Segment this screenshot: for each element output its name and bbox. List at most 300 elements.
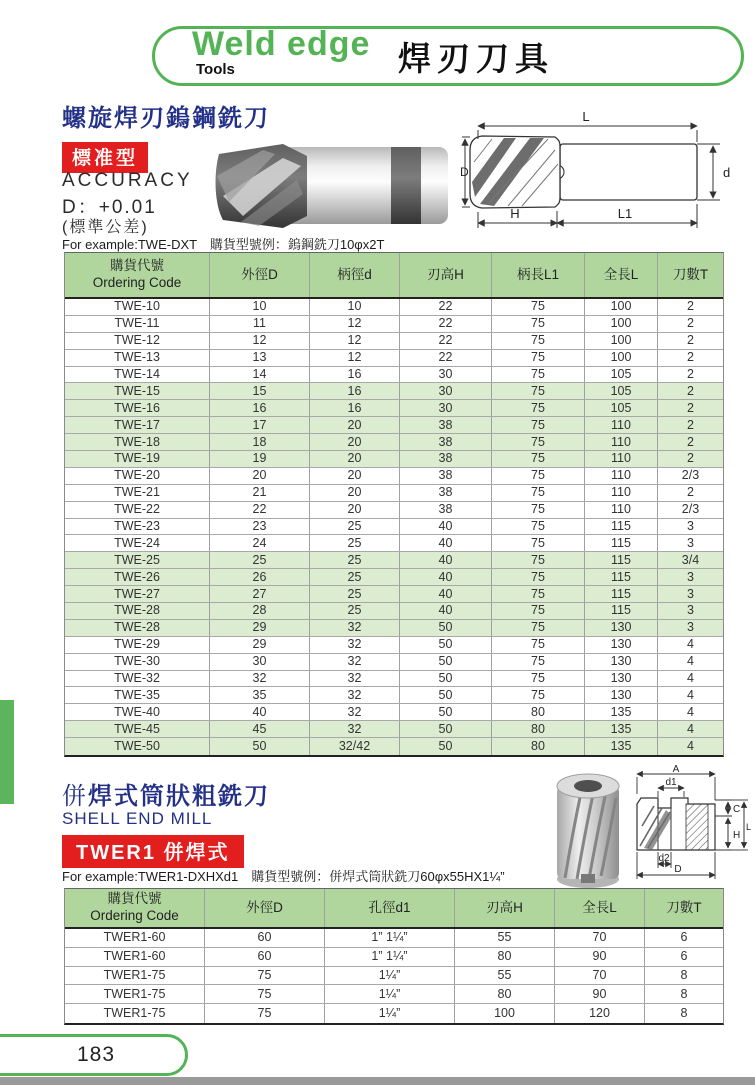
table-cell: 100 bbox=[455, 1004, 555, 1023]
table-cell: 75 bbox=[492, 367, 585, 383]
table-cell: 40 bbox=[400, 552, 492, 568]
table-cell: 8 bbox=[680, 967, 688, 982]
table-cell: 32 bbox=[310, 654, 400, 670]
table-cell: 25 bbox=[310, 603, 400, 619]
table-cell: 25 bbox=[310, 586, 400, 602]
table-row bbox=[65, 485, 723, 502]
table-cell: 12 bbox=[210, 333, 310, 349]
table-cell: 20 bbox=[310, 434, 400, 450]
twer1-badge: TWER1 併焊式 bbox=[62, 835, 244, 868]
table-cell: 38 bbox=[400, 468, 492, 484]
table-cell: 30 bbox=[400, 400, 492, 416]
table-cell: 30 bbox=[210, 654, 310, 670]
table-cell: 29 bbox=[210, 620, 310, 636]
table-row bbox=[65, 586, 723, 603]
table-cell: 75 bbox=[492, 468, 585, 484]
table-cell: 75 bbox=[492, 671, 585, 687]
table-row bbox=[65, 383, 723, 400]
table-cell: 2 bbox=[687, 350, 694, 365]
table-cell: 80 bbox=[492, 738, 585, 755]
table-row bbox=[65, 468, 723, 485]
table-cell: 23 bbox=[210, 519, 310, 535]
table-cell: 130 bbox=[585, 671, 658, 687]
table-cell: 16 bbox=[210, 400, 310, 416]
table-cell: 40 bbox=[400, 586, 492, 602]
table-cell: 27 bbox=[210, 586, 310, 602]
table-cell: 2/3 bbox=[681, 468, 700, 483]
table-cell: 4 bbox=[687, 739, 694, 754]
table-cell: TWE-23 bbox=[65, 519, 210, 535]
table-cell: TWE-30 bbox=[65, 654, 210, 670]
table-cell: 2 bbox=[687, 451, 694, 466]
table-cell: TWE-27 bbox=[65, 586, 210, 602]
table-cell: TWE-11 bbox=[65, 316, 210, 332]
table-cell: 130 bbox=[585, 687, 658, 703]
table-cell: 75 bbox=[492, 586, 585, 602]
table-cell: 18 bbox=[210, 434, 310, 450]
table-cell: 110 bbox=[585, 485, 658, 501]
table-cell: 50 bbox=[400, 620, 492, 636]
dim-label-H: H bbox=[510, 206, 520, 221]
table-cell: 75 bbox=[492, 400, 585, 416]
table-cell: 100 bbox=[585, 316, 658, 332]
table-cell: 12 bbox=[310, 350, 400, 366]
table-cell: 32 bbox=[310, 637, 400, 653]
table-cell: 20 bbox=[310, 417, 400, 433]
table-row bbox=[65, 1004, 723, 1023]
table-cell: 22 bbox=[400, 299, 492, 315]
table-cell: 16 bbox=[310, 383, 400, 399]
table-cell: 75 bbox=[492, 502, 585, 518]
column-header: 柄徑d bbox=[310, 253, 400, 297]
table-row bbox=[65, 721, 723, 738]
table-cell: 22 bbox=[210, 502, 310, 518]
table-cell: 20 bbox=[310, 451, 400, 467]
table-cell: 25 bbox=[310, 569, 400, 585]
table-cell: 32/42 bbox=[310, 738, 400, 755]
table-cell: 2 bbox=[687, 417, 694, 432]
table-cell: 38 bbox=[400, 434, 492, 450]
ordering-example-2: For example:TWER1-DXHXd1 購貨型號例：併焊式筒狀銑刀60φx55HX1¼” bbox=[62, 869, 505, 884]
table-cell: 105 bbox=[585, 383, 658, 399]
table-cell: 20 bbox=[310, 485, 400, 501]
table-cell: 1” 1¼” bbox=[325, 929, 455, 947]
table-cell: 2 bbox=[687, 485, 694, 500]
table-cell: 2 bbox=[687, 299, 694, 314]
column-header: 外徑D bbox=[205, 889, 325, 927]
table-cell: 35 bbox=[210, 687, 310, 703]
table-cell: 28 bbox=[210, 603, 310, 619]
ordering-example-1: For example:TWE-DXT 購貨型號例：鎢鋼銑刀10φx2T bbox=[62, 237, 385, 252]
table-cell: 100 bbox=[585, 299, 658, 315]
table-cell: 75 bbox=[492, 654, 585, 670]
table-cell: 1¼” bbox=[325, 985, 455, 1003]
table-cell: TWE-21 bbox=[65, 485, 210, 501]
table-cell: 21 bbox=[210, 485, 310, 501]
table-cell: TWE-19 bbox=[65, 451, 210, 467]
table-row bbox=[65, 620, 723, 637]
dim-label-d: d bbox=[723, 165, 731, 180]
dim-label-D2: D bbox=[674, 864, 682, 875]
table-cell: 40 bbox=[400, 569, 492, 585]
table-cell: 25 bbox=[310, 535, 400, 551]
table-cell: 1¼” bbox=[325, 1004, 455, 1023]
table-row bbox=[65, 552, 723, 569]
table-cell: 70 bbox=[555, 967, 645, 985]
accuracy-tolerance: D：+0.01 bbox=[62, 197, 157, 218]
table-cell: 70 bbox=[555, 929, 645, 947]
section2-title bbox=[62, 776, 270, 811]
table-cell: 10 bbox=[210, 299, 310, 315]
section1-title: 螺旋焊刃鎢鋼銑刀 bbox=[62, 105, 270, 132]
table-cell: 50 bbox=[400, 687, 492, 703]
dim-label-d2: d2 bbox=[658, 853, 670, 864]
table-cell: TWER1-75 bbox=[65, 967, 205, 985]
table-cell: 135 bbox=[585, 738, 658, 755]
table-cell: 50 bbox=[210, 738, 310, 755]
table-cell: 75 bbox=[492, 451, 585, 467]
table-cell: 90 bbox=[555, 985, 645, 1003]
table-cell: 110 bbox=[585, 417, 658, 433]
table-cell: 30 bbox=[400, 383, 492, 399]
table-cell: 11 bbox=[210, 316, 310, 332]
table-cell: 2/3 bbox=[681, 502, 700, 517]
table-cell: 40 bbox=[400, 535, 492, 551]
table-cell: TWE-18 bbox=[65, 434, 210, 450]
dim-label-H: H bbox=[733, 830, 741, 841]
table-cell: 3 bbox=[687, 620, 694, 635]
table-cell: 75 bbox=[492, 620, 585, 636]
table-cell: 75 bbox=[205, 1004, 325, 1023]
table-cell: 75 bbox=[492, 569, 585, 585]
page-title: 焊刃刀具 bbox=[398, 40, 554, 77]
table-header-row bbox=[65, 889, 723, 929]
dim-label-L: L bbox=[582, 109, 590, 124]
table-row bbox=[65, 519, 723, 536]
table-cell: TWER1-75 bbox=[65, 1004, 205, 1023]
table-cell: 115 bbox=[585, 552, 658, 568]
table-row bbox=[65, 704, 723, 721]
table-cell: 90 bbox=[555, 948, 645, 966]
table-cell: 12 bbox=[310, 333, 400, 349]
table-cell: 29 bbox=[210, 637, 310, 653]
table-cell: 100 bbox=[585, 333, 658, 349]
column-header: 全長L bbox=[555, 889, 645, 927]
dim-label-L1: L1 bbox=[617, 206, 633, 221]
table-cell: 32 bbox=[310, 704, 400, 720]
column-header: 刀數T bbox=[666, 899, 702, 915]
table-cell: 25 bbox=[310, 552, 400, 568]
table-cell: 38 bbox=[400, 451, 492, 467]
table-row bbox=[65, 451, 723, 468]
table-cell: 6 bbox=[680, 930, 688, 945]
table-cell: 75 bbox=[492, 485, 585, 501]
table-cell: 75 bbox=[492, 434, 585, 450]
page-number-pill bbox=[0, 1034, 188, 1076]
table-cell: 3 bbox=[687, 569, 694, 584]
section2-title-rest: 焊式筒狀粗銑刀 bbox=[88, 783, 270, 810]
table-cell: 3/4 bbox=[681, 552, 700, 567]
table-cell: 110 bbox=[585, 451, 658, 467]
table-cell: 26 bbox=[210, 569, 310, 585]
table-cell: TWE-20 bbox=[65, 468, 210, 484]
column-header: 孔徑d1 bbox=[325, 889, 455, 927]
dim-label-L: L bbox=[746, 822, 752, 832]
column-header: 購貨代號 Ordering Code bbox=[65, 253, 210, 297]
table-row bbox=[65, 948, 723, 967]
table-cell: 4 bbox=[687, 687, 694, 702]
table-cell: 115 bbox=[585, 519, 658, 535]
table-cell: 6 bbox=[680, 949, 688, 964]
table-cell: TWE-15 bbox=[65, 383, 210, 399]
table-cell: 32 bbox=[310, 687, 400, 703]
table-cell: 115 bbox=[585, 603, 658, 619]
table-cell: 60 bbox=[205, 948, 325, 966]
standard-type-badge: 標准型 bbox=[62, 142, 148, 173]
table-cell: 8 bbox=[680, 986, 688, 1001]
table-cell: 38 bbox=[400, 417, 492, 433]
table-cell: TWE-13 bbox=[65, 350, 210, 366]
table-cell: TWE-10 bbox=[65, 299, 210, 315]
table-cell: 2 bbox=[687, 316, 694, 331]
table-cell: 75 bbox=[492, 552, 585, 568]
table-row bbox=[65, 985, 723, 1004]
table-cell: TWE-22 bbox=[65, 502, 210, 518]
table-cell: 75 bbox=[492, 535, 585, 551]
table-cell: 32 bbox=[210, 671, 310, 687]
table-cell: 3 bbox=[687, 603, 694, 618]
table-cell: 50 bbox=[400, 738, 492, 755]
table-cell: 4 bbox=[687, 704, 694, 719]
table-cell: 2 bbox=[687, 333, 694, 348]
section2-title-prefix: 併 bbox=[62, 783, 88, 810]
table-cell: TWE-45 bbox=[65, 721, 210, 737]
dim-label-C: C bbox=[733, 804, 741, 815]
table-cell: 135 bbox=[585, 721, 658, 737]
table-cell: 25 bbox=[310, 519, 400, 535]
table-cell: 16 bbox=[310, 367, 400, 383]
table-cell: 38 bbox=[400, 502, 492, 518]
table-cell: TWE-40 bbox=[65, 704, 210, 720]
table-cell: 50 bbox=[400, 704, 492, 720]
table-cell: 110 bbox=[585, 502, 658, 518]
table-header-row bbox=[65, 253, 723, 299]
column-header: 刃高H bbox=[455, 889, 555, 927]
table-cell: TWE-17 bbox=[65, 417, 210, 433]
end-mill-drawing bbox=[460, 106, 755, 238]
table-cell: 110 bbox=[585, 434, 658, 450]
table-row bbox=[65, 929, 723, 948]
table-cell: 2 bbox=[687, 366, 694, 381]
table-cell: 60 bbox=[205, 929, 325, 947]
table-cell: 16 bbox=[310, 400, 400, 416]
table-cell: 115 bbox=[585, 586, 658, 602]
table-cell: 75 bbox=[492, 333, 585, 349]
table-row bbox=[65, 569, 723, 586]
table-cell: 115 bbox=[585, 535, 658, 551]
table-cell: TWE-32 bbox=[65, 671, 210, 687]
table-cell: 130 bbox=[585, 654, 658, 670]
table-cell: 22 bbox=[400, 316, 492, 332]
table-cell: 10 bbox=[310, 299, 400, 315]
table-cell: 50 bbox=[400, 721, 492, 737]
table-cell: 22 bbox=[400, 350, 492, 366]
table-cell: 3 bbox=[687, 518, 694, 533]
brand-name: Weld edge bbox=[192, 25, 371, 63]
table-cell: 3 bbox=[687, 535, 694, 550]
table-cell: 110 bbox=[585, 468, 658, 484]
table-cell: 38 bbox=[400, 485, 492, 501]
table-row bbox=[65, 502, 723, 519]
table-cell: 130 bbox=[585, 637, 658, 653]
table-cell: TWE-12 bbox=[65, 333, 210, 349]
dim-label-d1: d1 bbox=[665, 777, 677, 788]
table-cell: TWER1-60 bbox=[65, 948, 205, 966]
table-cell: 17 bbox=[210, 417, 310, 433]
table-cell: 32 bbox=[310, 671, 400, 687]
twe-spec-table bbox=[64, 252, 724, 757]
table-cell: 75 bbox=[492, 519, 585, 535]
table-row bbox=[65, 967, 723, 986]
table-cell: 50 bbox=[400, 637, 492, 653]
table-cell: TWE-14 bbox=[65, 367, 210, 383]
table-cell: 75 bbox=[492, 603, 585, 619]
table-cell: 32 bbox=[310, 721, 400, 737]
table-cell: 105 bbox=[585, 367, 658, 383]
table-row bbox=[65, 637, 723, 654]
table-cell: TWE-35 bbox=[65, 687, 210, 703]
table-row bbox=[65, 333, 723, 350]
table-cell: 3 bbox=[687, 586, 694, 601]
table-cell: 20 bbox=[310, 468, 400, 484]
table-row bbox=[65, 316, 723, 333]
table-cell: 80 bbox=[492, 721, 585, 737]
table-cell: 19 bbox=[210, 451, 310, 467]
table-cell: 25 bbox=[210, 552, 310, 568]
table-cell: TWE-29 bbox=[65, 637, 210, 653]
table-row bbox=[65, 400, 723, 417]
table-row bbox=[65, 299, 723, 316]
table-cell: 75 bbox=[492, 383, 585, 399]
table-cell: 45 bbox=[210, 721, 310, 737]
table-cell: TWE-24 bbox=[65, 535, 210, 551]
table-row bbox=[65, 738, 723, 755]
table-cell: TWE-16 bbox=[65, 400, 210, 416]
shell-mill-photo bbox=[551, 766, 631, 890]
twer1-spec-table bbox=[64, 888, 724, 1025]
table-cell: TWE-28 bbox=[65, 603, 210, 619]
table-row bbox=[65, 671, 723, 688]
table-cell: 75 bbox=[492, 350, 585, 366]
table-cell: 55 bbox=[455, 967, 555, 985]
table-cell: 22 bbox=[400, 333, 492, 349]
table-cell: 75 bbox=[205, 985, 325, 1003]
table-row bbox=[65, 687, 723, 704]
table-row bbox=[65, 535, 723, 552]
table-cell: 120 bbox=[555, 1004, 645, 1023]
table-cell: 75 bbox=[492, 637, 585, 653]
table-cell: 20 bbox=[210, 468, 310, 484]
table-cell: 50 bbox=[400, 671, 492, 687]
table-cell: 100 bbox=[585, 350, 658, 366]
table-cell: 40 bbox=[400, 603, 492, 619]
table-row bbox=[65, 654, 723, 671]
table-cell: 4 bbox=[687, 637, 694, 652]
table-cell: TWE-50 bbox=[65, 738, 210, 755]
table-row bbox=[65, 350, 723, 367]
table-cell: 75 bbox=[492, 687, 585, 703]
bottom-edge-bar bbox=[0, 1077, 755, 1085]
brand-subtitle: Tools bbox=[196, 61, 235, 78]
table-row bbox=[65, 417, 723, 434]
end-mill-photo bbox=[213, 136, 455, 234]
table-cell: 55 bbox=[455, 929, 555, 947]
table-cell: 40 bbox=[400, 519, 492, 535]
table-cell: 105 bbox=[585, 400, 658, 416]
column-header: 刃高H bbox=[400, 253, 492, 297]
column-header: 柄長L1 bbox=[492, 253, 585, 297]
column-header: 外徑D bbox=[210, 253, 310, 297]
shell-mill-drawing bbox=[628, 764, 752, 886]
table-cell: TWE-25 bbox=[65, 552, 210, 568]
table-cell: 15 bbox=[210, 383, 310, 399]
table-cell: 4 bbox=[687, 654, 694, 669]
dim-label-D: D bbox=[460, 165, 469, 179]
table-cell: TWER1-75 bbox=[65, 985, 205, 1003]
table-cell: 75 bbox=[205, 967, 325, 985]
table-cell: 80 bbox=[492, 704, 585, 720]
table-cell: 2 bbox=[687, 400, 694, 415]
accuracy-note: (標準公差) bbox=[62, 219, 149, 236]
table-cell: 13 bbox=[210, 350, 310, 366]
table-cell: 135 bbox=[585, 704, 658, 720]
table-cell: 50 bbox=[400, 654, 492, 670]
table-cell: 24 bbox=[210, 535, 310, 551]
table-row bbox=[65, 367, 723, 384]
column-header: 購貨代號 Ordering Code bbox=[65, 889, 205, 927]
section2-subtitle: SHELL END MILL bbox=[62, 809, 213, 828]
table-cell: 32 bbox=[310, 620, 400, 636]
table-cell: 1¼” bbox=[325, 967, 455, 985]
table-cell: TWER1-60 bbox=[65, 929, 205, 947]
dim-label-A: A bbox=[672, 764, 680, 775]
column-header: 刀數T bbox=[672, 266, 709, 282]
table-cell: 4 bbox=[687, 670, 694, 685]
table-cell: 75 bbox=[492, 316, 585, 332]
table-cell: 75 bbox=[492, 417, 585, 433]
table-cell: 14 bbox=[210, 367, 310, 383]
column-header: 全長L bbox=[585, 253, 658, 297]
accuracy-label: ACCURACY bbox=[62, 170, 193, 191]
table-cell: 20 bbox=[310, 502, 400, 518]
table-cell: 40 bbox=[210, 704, 310, 720]
table-cell: 2 bbox=[687, 383, 694, 398]
table-cell: TWE-26 bbox=[65, 569, 210, 585]
page-number: 183 bbox=[76, 1043, 116, 1066]
table-cell: 8 bbox=[680, 1006, 688, 1021]
table-cell: 1” 1¼” bbox=[325, 948, 455, 966]
table-cell: 12 bbox=[310, 316, 400, 332]
table-cell: 4 bbox=[687, 721, 694, 736]
table-cell: 80 bbox=[455, 985, 555, 1003]
table-cell: 2 bbox=[687, 434, 694, 449]
table-cell: 30 bbox=[400, 367, 492, 383]
table-cell: 80 bbox=[455, 948, 555, 966]
table-cell: 75 bbox=[492, 299, 585, 315]
table-row bbox=[65, 434, 723, 451]
table-cell: 130 bbox=[585, 620, 658, 636]
table-cell: 115 bbox=[585, 569, 658, 585]
